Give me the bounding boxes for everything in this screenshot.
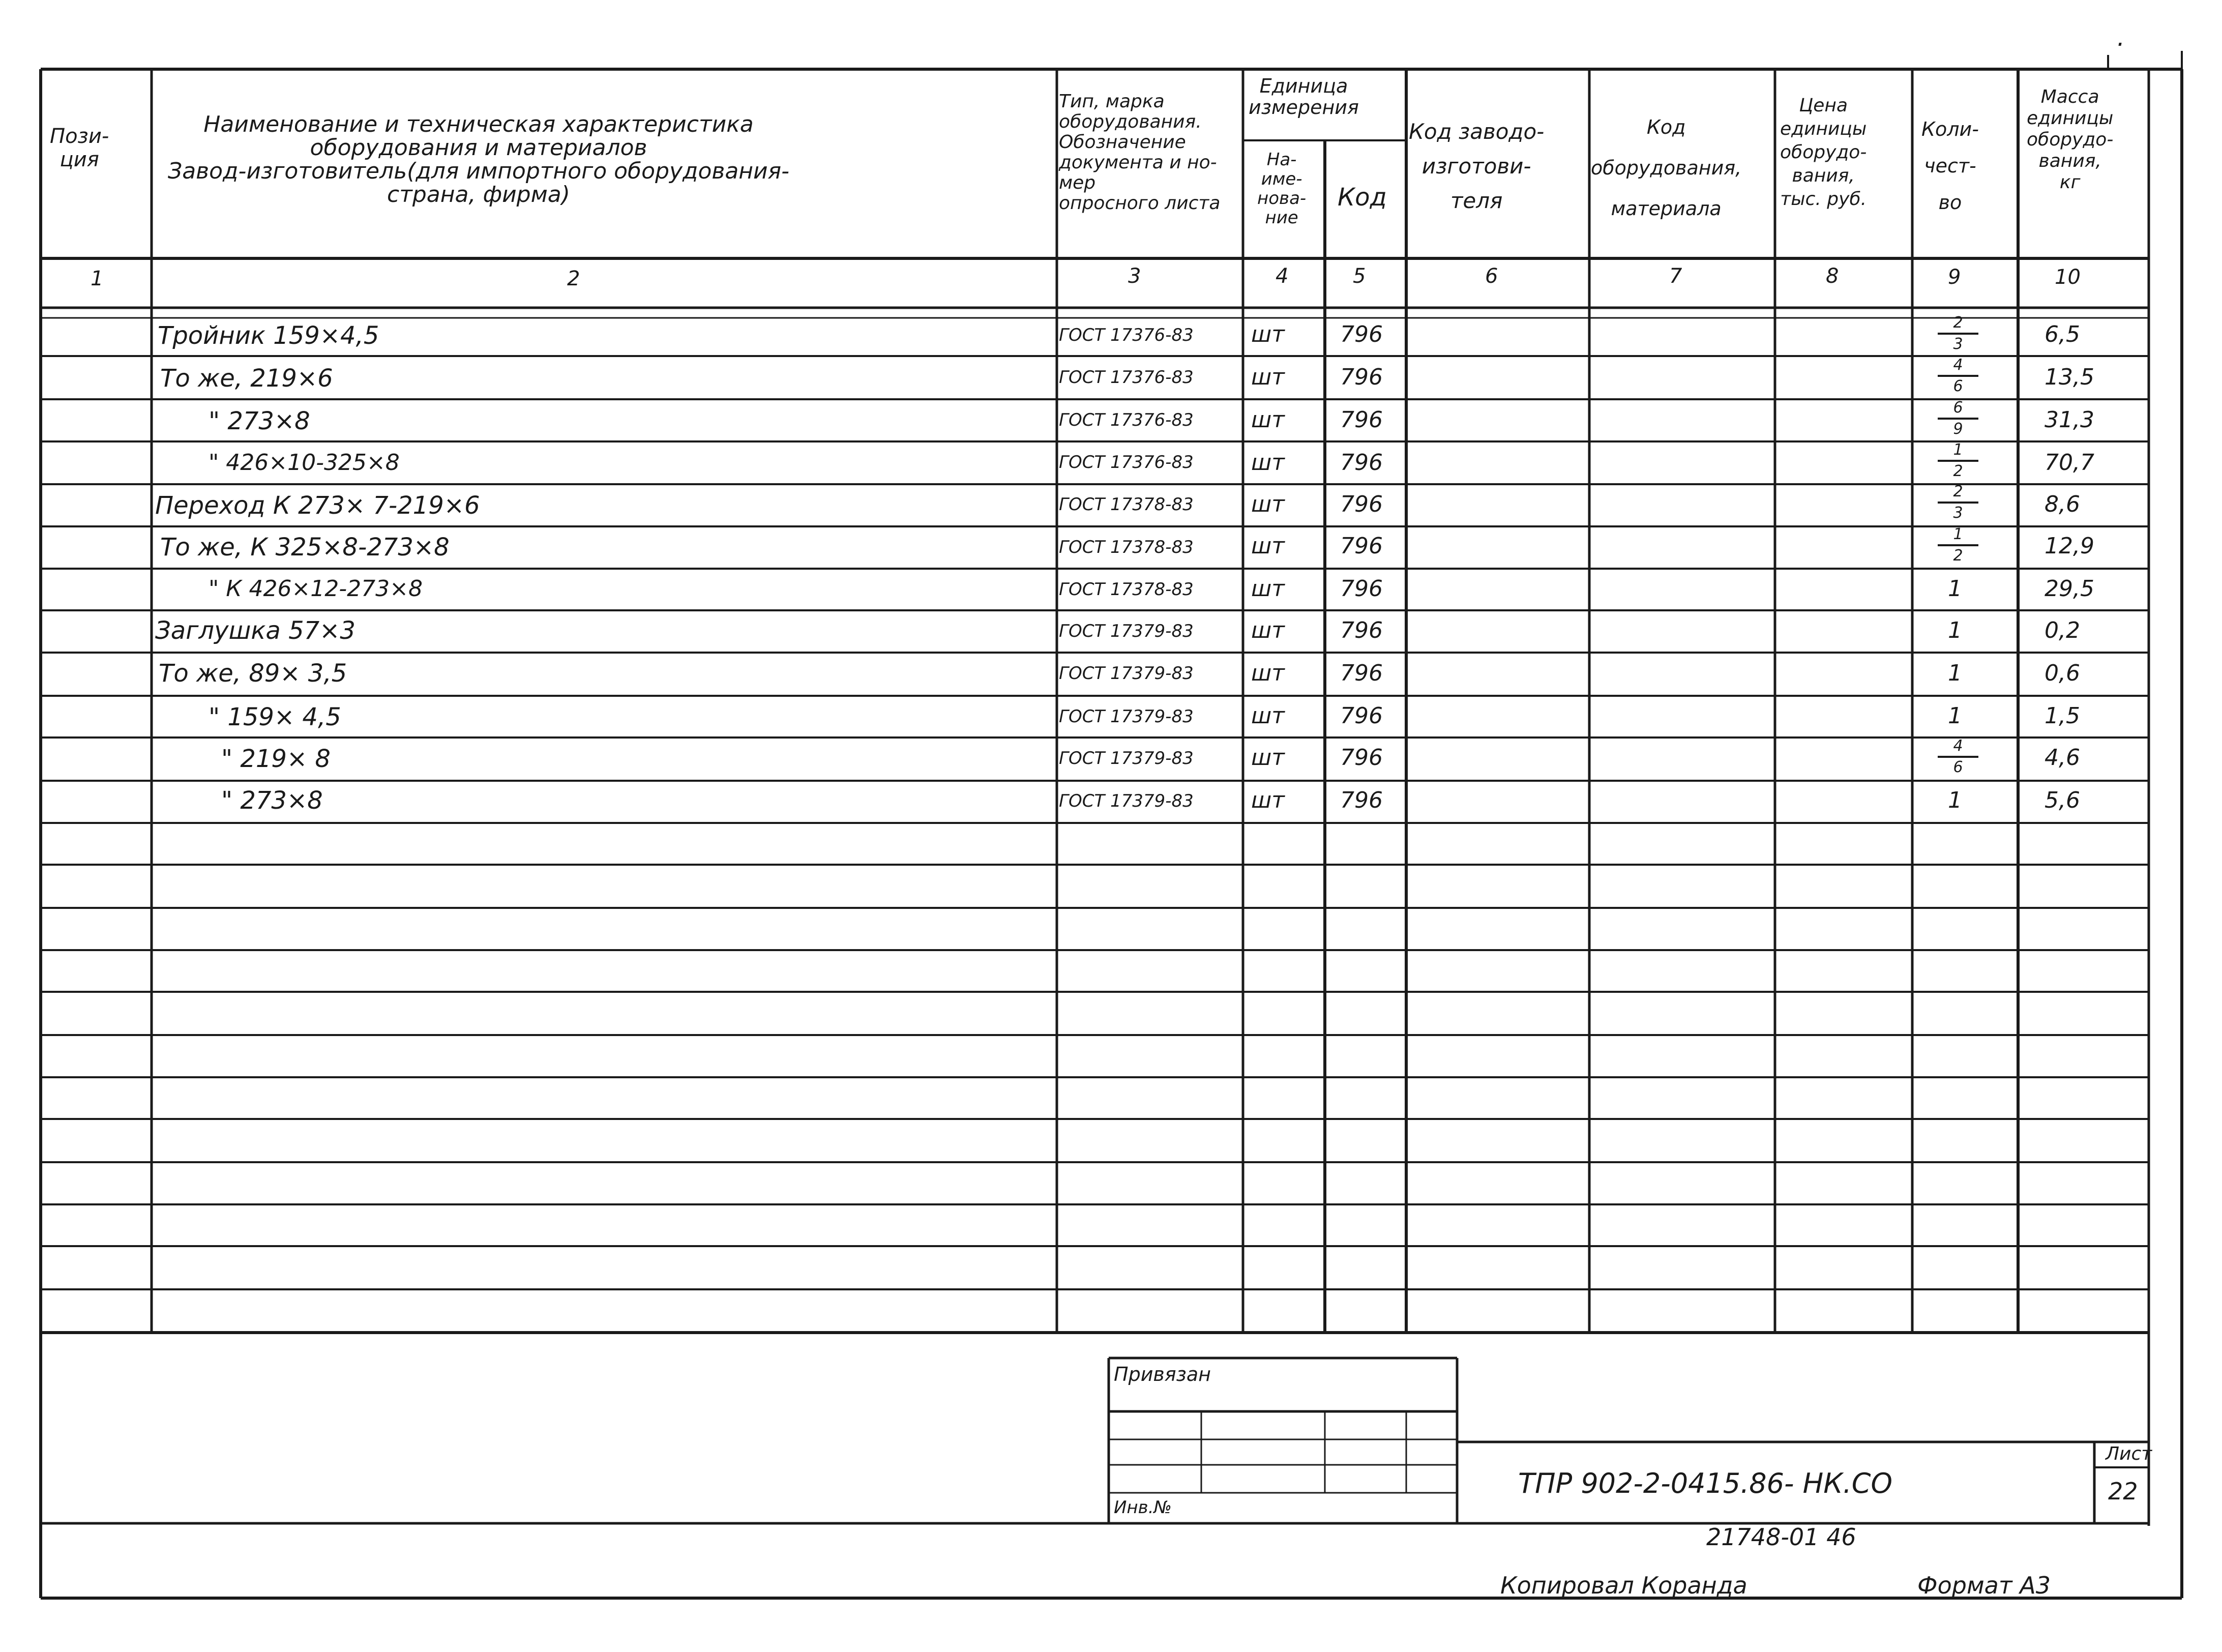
row-2-unit: шт	[1251, 364, 1285, 390]
row-7-qty: 1	[1948, 576, 1962, 602]
row-4-unit: шт	[1251, 450, 1285, 476]
row-9-doc: ГОСТ 17379-83	[1059, 663, 1194, 684]
colnum-4: 4	[1276, 264, 1289, 288]
row-2-name: То же, 219×6	[160, 364, 333, 393]
header-quantity: Коли- чест- во	[1921, 118, 1979, 214]
row-3-qty: 6 9	[1938, 400, 1978, 437]
row-1-name: Тройник 159×4,5	[158, 321, 379, 350]
header-unit-group: Единица измерения	[1249, 75, 1359, 119]
row-7-name: " К 426×12-273×8	[209, 576, 423, 602]
stamp-inv-label: Инв.№	[1114, 1497, 1172, 1518]
header-mass: Масса единицы оборудо- вания, кг	[2027, 86, 2114, 193]
colnum-7: 7	[1669, 264, 1682, 288]
row-11-code: 796	[1340, 745, 1383, 771]
row-11-mass: 4,6	[2045, 745, 2080, 771]
row-12-unit: шт	[1251, 787, 1285, 813]
header-unit-name: На- име- нова- ние	[1257, 150, 1307, 228]
row-2-mass: 13,5	[2045, 364, 2094, 390]
row-2-doc: ГОСТ 17376-83	[1059, 367, 1194, 388]
row-12-code: 796	[1340, 787, 1383, 813]
row-4-mass: 70,7	[2045, 450, 2094, 476]
row-4-doc: ГОСТ 17376-83	[1059, 452, 1194, 473]
row-10-doc: ГОСТ 17379-83	[1059, 706, 1194, 727]
row-1-mass: 6,5	[2045, 321, 2080, 347]
archive-number: 21748-01 46	[1706, 1523, 1856, 1551]
row-9-unit: шт	[1251, 660, 1285, 686]
row-5-doc: ГОСТ 17378-83	[1059, 494, 1194, 515]
row-10-qty: 1	[1948, 703, 1962, 729]
row-4-name: " 426×10-325×8	[209, 450, 400, 476]
row-1-code: 796	[1340, 321, 1383, 347]
row-11-qty: 4 6	[1938, 739, 1978, 775]
row-1-qty: 2 3	[1938, 315, 1978, 352]
header-type-doc: Тип, марка оборудования. Обозначение документа и но- мер опросного листа	[1059, 91, 1221, 214]
colnum-1: 1	[91, 267, 104, 290]
row-10-name: " 159× 4,5	[209, 703, 341, 731]
row-12-doc: ГОСТ 17379-83	[1059, 791, 1194, 811]
row-8-mass: 0,2	[2045, 617, 2080, 643]
row-12-qty: 1	[1948, 787, 1962, 813]
row-8-unit: шт	[1251, 617, 1285, 643]
row-3-unit: шт	[1251, 407, 1285, 433]
row-6-qty: 1 2	[1938, 527, 1978, 564]
row-6-mass: 12,9	[2045, 533, 2094, 559]
row-6-code: 796	[1340, 533, 1383, 559]
row-3-doc: ГОСТ 17376-83	[1059, 410, 1194, 430]
row-3-code: 796	[1340, 407, 1383, 433]
sheet-label: Лист	[2106, 1443, 2152, 1464]
row-8-doc: ГОСТ 17379-83	[1059, 621, 1194, 641]
header-position: Пози- ция	[50, 125, 109, 171]
row-10-mass: 1,5	[2045, 703, 2080, 729]
row-10-unit: шт	[1251, 703, 1285, 729]
corner-mark: ·	[2116, 31, 2124, 59]
row-2-code: 796	[1340, 364, 1383, 390]
row-5-unit: шт	[1251, 491, 1285, 517]
colnum-9: 9	[1948, 266, 1961, 289]
header-manufacturer-code: Код заводо- изготови- теля	[1409, 119, 1545, 213]
row-11-name: " 219× 8	[221, 745, 331, 773]
copied-by: Копировал Коранда	[1500, 1572, 1747, 1599]
row-9-name: То же, 89× 3,5	[159, 659, 347, 688]
colnum-8: 8	[1826, 264, 1839, 288]
row-11-unit: шт	[1251, 745, 1285, 771]
row-3-mass: 31,3	[2045, 407, 2094, 433]
colnum-5: 5	[1353, 264, 1366, 288]
row-2-qty: 4 6	[1938, 358, 1978, 394]
row-1-doc: ГОСТ 17376-83	[1059, 325, 1194, 345]
row-4-code: 796	[1340, 450, 1383, 476]
row-3-name: " 273×8	[209, 407, 310, 435]
row-5-code: 796	[1340, 491, 1383, 517]
row-6-doc: ГОСТ 17378-83	[1059, 537, 1194, 557]
row-12-name: " 273×8	[221, 786, 323, 815]
row-7-unit: шт	[1251, 576, 1285, 602]
sheet-number: 22	[2108, 1478, 2138, 1505]
drawing-designation: ТПР 902-2-0415.86- НК.СО	[1518, 1467, 1892, 1499]
row-4-qty: 1 2	[1938, 442, 1978, 479]
row-5-mass: 8,6	[2045, 491, 2080, 517]
paper-format: Формат А3	[1917, 1572, 2051, 1599]
row-9-qty: 1	[1948, 660, 1962, 686]
row-5-qty: 2 3	[1938, 484, 1978, 521]
row-8-qty: 1	[1948, 617, 1962, 643]
colnum-2: 2	[567, 267, 580, 290]
row-7-doc: ГОСТ 17378-83	[1059, 579, 1194, 600]
colnum-6: 6	[1485, 264, 1498, 288]
row-8-name: Заглушка 57×3	[155, 616, 355, 645]
row-10-code: 796	[1340, 703, 1383, 729]
header-price: Цена единицы оборудо- вания, тыс. руб.	[1780, 95, 1867, 210]
row-6-unit: шт	[1251, 533, 1285, 559]
row-5-name: Переход К 273× 7-219×6	[155, 491, 480, 520]
row-8-code: 796	[1340, 617, 1383, 643]
row-9-mass: 0,6	[2045, 660, 2080, 686]
row-1-unit: шт	[1251, 321, 1285, 347]
row-7-code: 796	[1340, 576, 1383, 602]
row-6-name: То же, К 325×8-273×8	[160, 533, 450, 562]
colnum-10: 10	[2055, 266, 2081, 289]
header-equipment-code: Код оборудования, материала	[1591, 116, 1742, 220]
row-11-doc: ГОСТ 17379-83	[1059, 748, 1194, 769]
row-12-mass: 5,6	[2045, 787, 2080, 813]
header-unit-code: Код	[1338, 183, 1387, 212]
colnum-3: 3	[1128, 264, 1141, 288]
header-name: Наименование и техническая характеристика оборудования и материалов Завод-изготовитель(для импортного оборудования- страна, фирма)	[168, 111, 789, 208]
stamp-bound-label: Привязан	[1114, 1363, 1211, 1385]
row-9-code: 796	[1340, 660, 1383, 686]
row-7-mass: 29,5	[2045, 576, 2094, 602]
